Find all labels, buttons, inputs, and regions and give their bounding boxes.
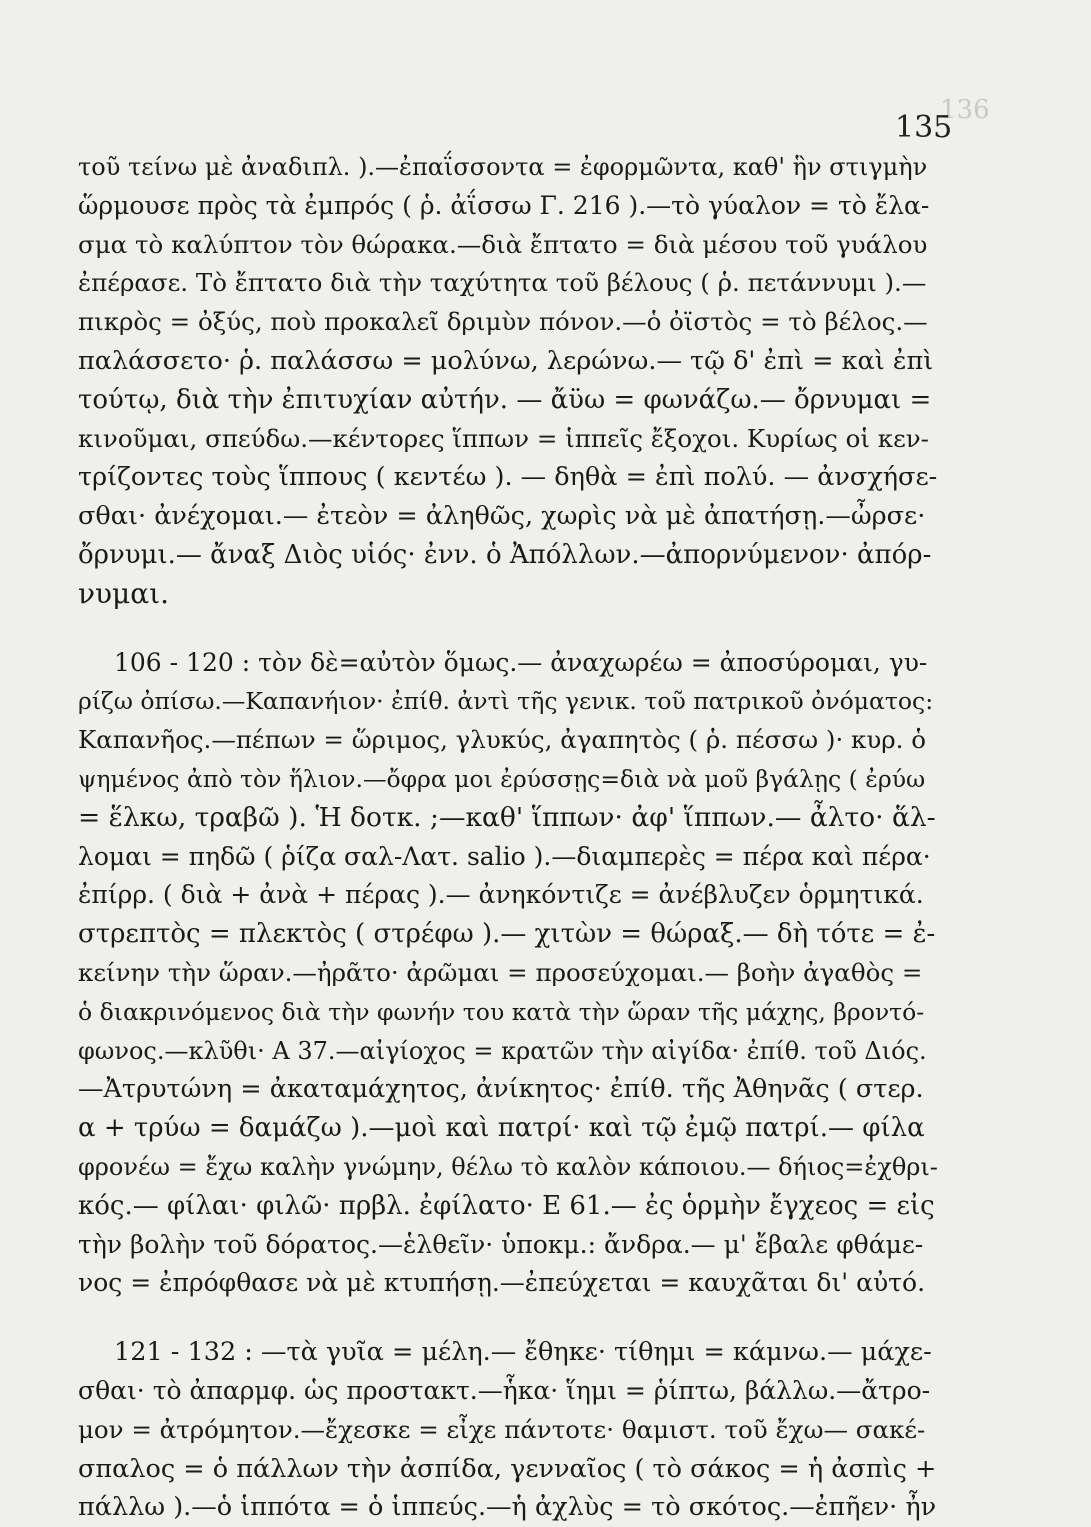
text-line: = ἕλκω, τραβῶ ). Ἡ δοτκ. ;—καθ' ἵππων· ἀφ' ἵππων.— ἆλτο· ἅλ- (78, 801, 936, 833)
page-number: 135 (895, 110, 953, 145)
text-line: φρονέω = ἔχω καλὴν γνώμην, θέλω τὸ καλὸν κάποιου.— δήιος=ἐχθρι- (78, 1152, 938, 1181)
text-line: φωνος.—κλῦθι· Α 37.—αἰγίοχος = κρατῶν τὴν αἰγίδα· ἐπίθ. τοῦ Διός. (78, 1036, 927, 1065)
text-line: τὴν βολὴν τοῦ δόρατος.—ἑλθεῖν· ὑποκμ.: ἄνδρα.— μ' ἔβαλε φθάμε- (78, 1229, 924, 1259)
text-line: —Ἀτρυτώνη = ἀκαταμάχητος, ἀνίκητος· ἐπίθ. τῆς Ἀθηνᾶς ( στερ. (78, 1074, 924, 1105)
text-line: ἐπίρρ. ( διὰ + ἀνὰ + πέρας ).— ἀνηκόντιζε = ἀνέβλυζεν ὁρμητικά. (78, 880, 924, 910)
text-line: τρίζοντες τοὺς ἵππους ( κεντέω ). — δηθὰ = ἐπὶ πολύ. — ἀνσχήσε- (78, 462, 938, 493)
text-line: παλάσσετο· ῥ. παλάσσω = μολύνω, λερώνω.— τῷ δ' ἐπὶ = καὶ ἐπὶ (78, 345, 934, 376)
text-line: πάλλω ).—ὁ ἱππότα = ὁ ἱππεύς.—ἡ ἀχλὺς = τὸ σκότος.—ἐπῆεν· ἦν (78, 1492, 937, 1523)
text-line: ἐπέρασε. Τὸ ἔπτατο διὰ τὴν ταχύτητα τοῦ βέλους ( ῥ. πετάννυμι ).— (78, 268, 927, 298)
text-line: τοῦ τείνω μὲ ἀναδιπλ. ).—ἐπαΐσσοντα = ἐφορμῶντα, καθ' ἣν στιγμὴν (78, 153, 928, 181)
text-line: ὥρμουσε πρὸς τὰ ἐμπρός ( ῥ. ἀΐσσω Γ. 216 ).—τὸ γύαλον = τὸ ἔλα- (78, 190, 930, 220)
text-line: νυμαι. (78, 576, 170, 610)
text-line: κείνην τὴν ὥραν.—ἠρᾶτο· ἀρῶμαι = προσεύχομαι.— βοὴν ἀγαθὸς = (78, 957, 923, 987)
text-line: νος = ἐπρόφθασε νὰ μὲ κτυπήσῃ.—ἐπεύχεται = καυχᾶται δι' αὐτό. (78, 1268, 926, 1298)
text-line: στρεπτὸς = πλεκτὸς ( στρέφω ).— χιτὼν = θώραξ.— δὴ τότε = ἐ- (78, 919, 936, 950)
text-line: ψημένος ἀπὸ τὸν ἥλιον.—ὄφρα μοι ἐρύσσῃς=διὰ νὰ μοῦ βγάλῃς ( ἐρύω (78, 764, 926, 793)
text-line: ὁ διακρινόμενος διὰ τὴν φωνήν του κατὰ τὴν ὥραν τῆς μάχης, βροντό- (78, 997, 925, 1026)
text-line: 106 - 120 : τὸν δὲ=αὐτὸν ὅμως.— ἀναχωρέω = ἀποσύρομαι, γυ- (114, 647, 928, 677)
text-line: σπαλος = ὁ πάλλων τὴν ἀσπίδα, γενναῖος ( τὸ σάκος = ἡ ἀσπὶς + (78, 1453, 937, 1484)
text-line: ρίζω ὀπίσω.—Καπανήιον· ἐπίθ. ἀντὶ τῆς γενικ. τοῦ πατρικοῦ ὀνόματος: (78, 687, 934, 716)
paragraph (78, 148, 938, 614)
paragraph (78, 644, 938, 1304)
bleed-through-page-number: 136 (940, 95, 990, 125)
text-line: 121 - 132 : —τὰ γυῖα = μέλη.— ἔθηκε· τίθημι = κάμνω.— μάχε- (114, 1337, 932, 1368)
commentary-text (78, 148, 938, 1527)
text-line: σθαι· τὸ ἀπαρμφ. ὡς προστακτ.—ἧκα· ἵημι = ῥίπτω, βάλλω.—ἄτρο- (78, 1375, 931, 1405)
text-line: σθαι· ἀνέχομαι.— ἐτεὸν = ἀληθῶς, χωρὶς νὰ μὲ ἀπατήσῃ.—ὦρσε· (78, 501, 926, 532)
text-line: κός.— φίλαι· φιλῶ· πρβλ. ἐφίλατο· Ε 61.— ἐς ὁρμὴν ἔγχεος = εἰς (78, 1190, 935, 1221)
text-line: ὄρνυμι.— ἄναξ Διὸς υἱός· ἐνν. ὁ Ἀπόλλων.—ἀπορνύμενον· ἀπόρ- (78, 539, 932, 570)
text-line: α + τρύω = δαμάζω ).—μοὶ καὶ πατρί· καὶ τῷ ἐμῷ πατρί.— φίλα (78, 1113, 925, 1144)
text-line: σμα τὸ καλύπτον τὸν θώρακα.—διὰ ἔπτατο = διὰ μέσου τοῦ γυάλου (78, 229, 928, 259)
text-line: λομαι = πηδῶ ( ῥίζα σαλ-Λατ. salio ).—διαμπερὲς = πέρα καὶ πέρα· (78, 841, 931, 871)
text-line: πικρὸς = ὀξύς, ποὺ προκαλεῖ δριμὺν πόνον.—ὁ ὀϊστὸς = τὸ βέλος.— (78, 307, 928, 337)
text-line: κινοῦμαι, σπεύδω.—κέντορες ἵππων = ἱππεῖς ἔξοχοι. Κυρίως οἱ κεν- (78, 423, 929, 453)
text-line: Καπανῆος.—πέπων = ὥριμος, γλυκύς, ἀγαπητὸς ( ῥ. πέσσω )· κυρ. ὁ (78, 725, 926, 755)
paragraph (78, 1333, 938, 1527)
text-line: τούτῳ, διὰ τὴν ἐπιτυχίαν αὐτήν. — ἄϋω = φωνάζω.— ὄρνυμαι = (78, 384, 932, 415)
text-line: μον = ἀτρόμητον.—ἔχεσκε = εἶχε πάντοτε· θαμιστ. τοῦ ἔχω— σακέ- (78, 1414, 926, 1444)
